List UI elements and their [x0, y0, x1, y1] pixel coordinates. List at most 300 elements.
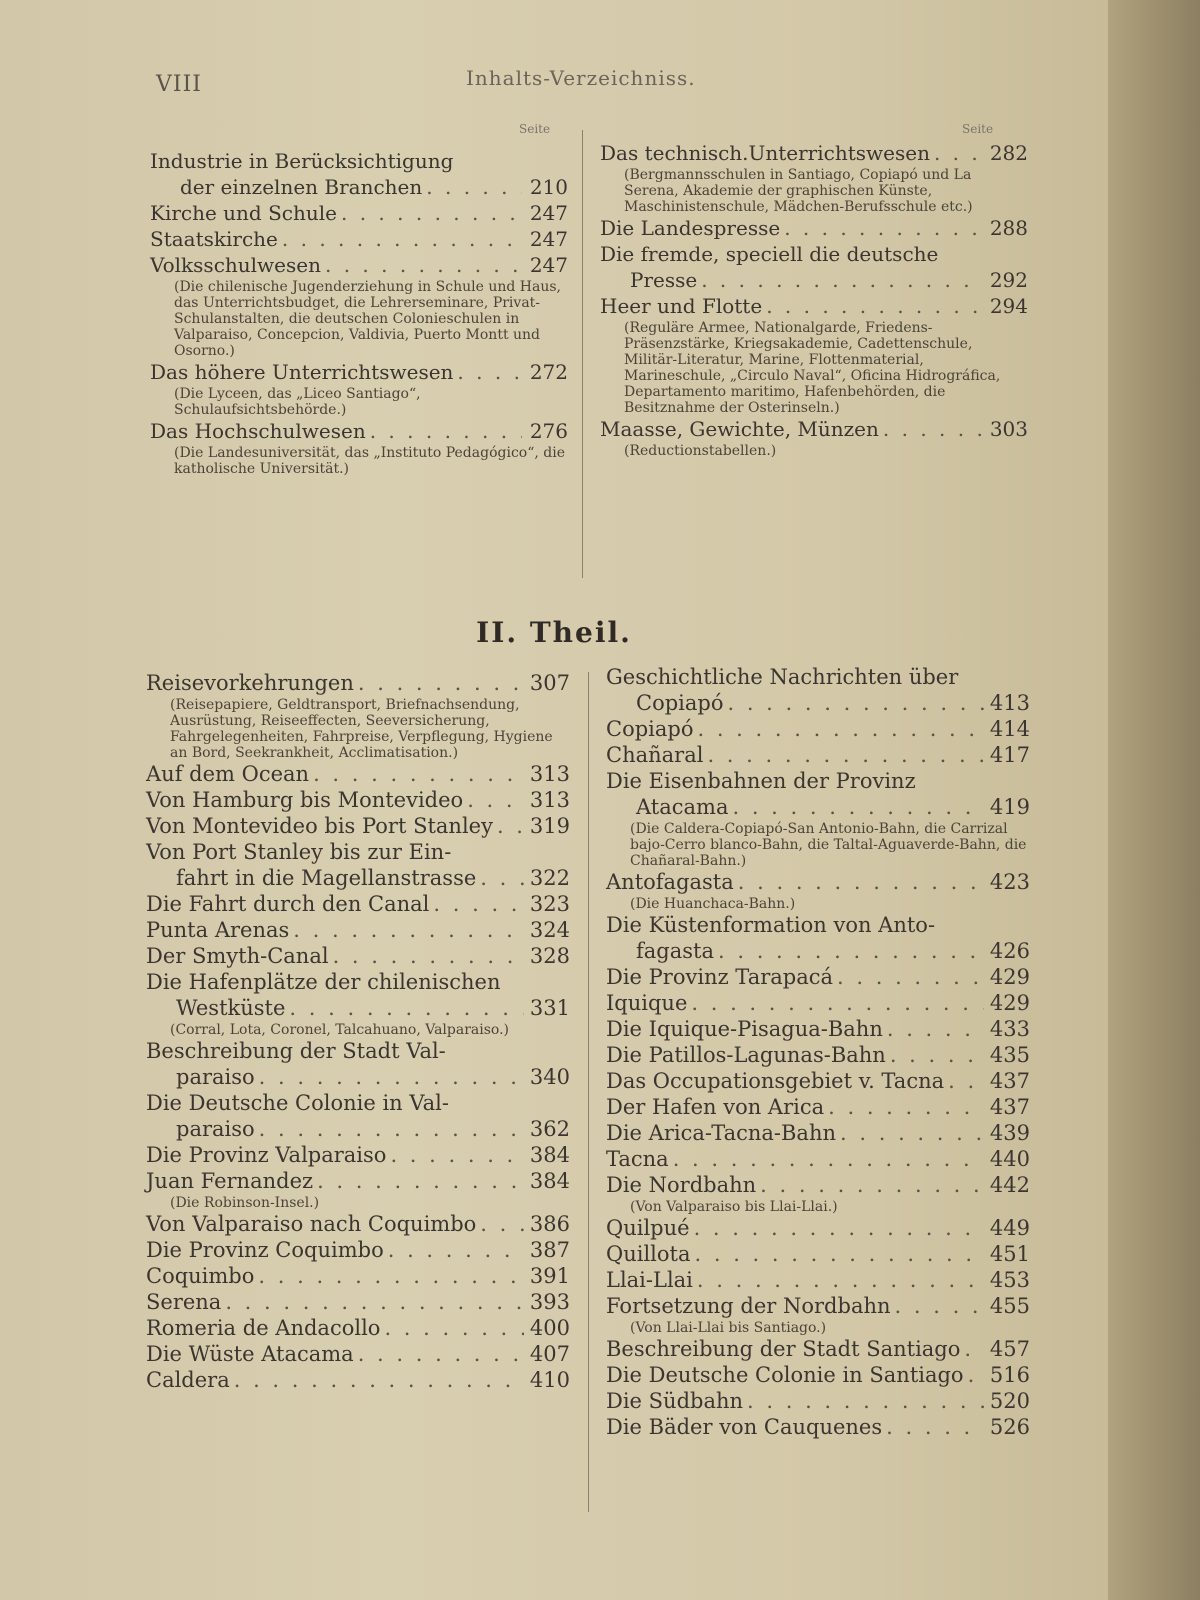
leader-dots	[480, 1211, 524, 1237]
toc-page-number: 324	[529, 918, 570, 942]
leader-dots	[325, 252, 522, 278]
toc-entry-title: Copiapó	[636, 691, 724, 715]
toc-page-number: 435	[989, 1043, 1030, 1067]
leader-dots	[886, 1414, 984, 1440]
toc-entry[interactable]	[146, 1289, 570, 1315]
toc-entry-line	[606, 964, 1030, 990]
toc-entry[interactable]	[146, 1367, 570, 1393]
toc-entry-line	[606, 768, 1030, 794]
column-divider-bottom	[588, 672, 589, 1512]
leader-dots	[234, 1367, 524, 1393]
toc-entry-title: Die Patillos-Lagunas-Bahn	[606, 1043, 886, 1067]
toc-entry-line	[146, 839, 570, 865]
toc-entry-title: Punta Arenas	[146, 918, 290, 942]
toc-entry[interactable]	[600, 293, 1028, 416]
toc-entry[interactable]	[606, 1042, 1030, 1068]
toc-entry-line	[606, 1388, 1030, 1414]
toc-entry-line	[146, 1168, 570, 1194]
toc-page-number: 453	[989, 1268, 1030, 1292]
toc-page-number: 276	[529, 419, 568, 443]
toc-entry-title: Serena	[146, 1290, 222, 1314]
toc-page-number: 331	[529, 996, 570, 1020]
toc-entry[interactable]	[606, 912, 1030, 964]
toc-entry-line	[606, 794, 1030, 820]
toc-entry-title: Das Hochschulwesen	[150, 419, 366, 443]
toc-entry-line	[600, 215, 1028, 241]
toc-entry-title: Der Hafen von Arica	[606, 1095, 825, 1119]
toc-entry-title: Caldera	[146, 1368, 230, 1392]
leader-dots	[384, 1315, 524, 1341]
toc-entry[interactable]	[146, 787, 570, 813]
toc-page-number: 307	[529, 671, 570, 695]
toc-entry-line	[150, 252, 568, 278]
seite-label-left: Seite	[519, 122, 551, 136]
toc-entry[interactable]	[146, 1038, 570, 1090]
toc-page-number: 391	[529, 1264, 570, 1288]
toc-entry[interactable]	[606, 869, 1030, 912]
toc-entry-description: (Reguläre Armee, Nationalgarde, Friedens-Präsenzstärke, Kriegsakademie, Cadettenschule, Militär-Literatur, Marine, Flottenmaterial, Marineschule, „Circulo Naval“, Oficina Hidrográfica, Departamento maritimo, Hafenbehörden, die Besitznahme der Osterinseln.)	[624, 320, 1001, 416]
column-divider-top	[582, 130, 583, 578]
toc-page-number: 288	[989, 216, 1028, 240]
leader-dots	[293, 917, 524, 943]
toc-entry[interactable]	[146, 813, 570, 839]
toc-entry-line	[606, 1016, 1030, 1042]
toc-page-number: 272	[529, 360, 568, 384]
toc-entry-line	[146, 865, 570, 891]
toc-entry-line	[606, 1094, 1030, 1120]
leader-dots	[370, 418, 522, 444]
toc-entry[interactable]	[600, 140, 1028, 215]
toc-entry-title: Romeria de Andacollo	[146, 1316, 381, 1340]
toc-entry-line	[606, 938, 1030, 964]
leader-dots	[766, 293, 982, 319]
toc-entry[interactable]	[150, 148, 568, 200]
toc-page-number: 426	[989, 939, 1030, 963]
toc-entry-line	[606, 1172, 1030, 1198]
toc-entry-title: Maasse, Gewichte, Münzen	[600, 417, 879, 441]
toc-entry[interactable]	[146, 1315, 570, 1341]
toc-entry-line	[146, 1289, 570, 1315]
running-title: Inhalts-Verzeichniss.	[466, 66, 696, 90]
toc-entry-title: Copiapó	[606, 717, 694, 741]
toc-entry-title: Antofagasta	[606, 870, 734, 894]
toc-entry-description: (Die Robinson-Insel.)	[170, 1195, 320, 1211]
toc-entry-title: Die Fahrt durch den Canal	[146, 892, 430, 916]
toc-entry-title: Volksschulwesen	[150, 253, 321, 277]
leader-dots	[948, 1068, 984, 1094]
toc-entry-line	[146, 969, 570, 995]
leader-dots	[732, 794, 984, 820]
toc-entry-description: (Die Huanchaca-Bahn.)	[630, 896, 796, 912]
toc-entry-title: paraiso	[176, 1117, 255, 1141]
toc-entry-line	[606, 716, 1030, 742]
toc-entry-title: Von Hamburg bis Montevideo	[146, 788, 464, 812]
toc-entry[interactable]	[606, 1016, 1030, 1042]
toc-entry-title: Die Iquique-Pisagua-Bahn	[606, 1017, 883, 1041]
toc-entry[interactable]	[606, 1146, 1030, 1172]
leader-dots	[697, 1267, 984, 1293]
toc-entry[interactable]	[150, 226, 568, 252]
toc-page-number: 384	[529, 1143, 570, 1167]
toc-page-number: 429	[989, 965, 1030, 989]
toc-entry[interactable]	[600, 416, 1028, 459]
toc-column-part2-left	[146, 670, 570, 1393]
toc-entry[interactable]	[606, 716, 1030, 742]
leader-dots	[497, 813, 524, 839]
toc-entry-description: (Corral, Lota, Coronel, Talcahuano, Valparaiso.)	[170, 1022, 509, 1038]
toc-entry-line	[146, 917, 570, 943]
toc-entry-line	[606, 1241, 1030, 1267]
toc-page-number: 457	[989, 1337, 1030, 1361]
toc-entry-line	[146, 1237, 570, 1263]
toc-entry-line	[606, 1146, 1030, 1172]
toc-entry-line	[146, 1211, 570, 1237]
toc-entry-description: (Von Llai-Llai bis Santiago.)	[630, 1320, 827, 1336]
toc-entry-title: Presse	[630, 268, 698, 292]
leader-dots	[333, 943, 524, 969]
toc-page-number: 526	[989, 1415, 1030, 1439]
toc-entry-line	[606, 1068, 1030, 1094]
toc-page-number: 282	[989, 141, 1028, 165]
toc-page-number: 210	[529, 175, 568, 199]
toc-entry[interactable]	[606, 1362, 1030, 1388]
toc-entry-line	[606, 690, 1030, 716]
leader-dots	[760, 1172, 984, 1198]
seite-label-right: Seite	[962, 122, 994, 136]
toc-entry-description: (Die Lyceen, das „Liceo Santiago“, Schulaufsichtsbehörde.)	[174, 386, 421, 418]
toc-entry-title: Quilpué	[606, 1216, 690, 1240]
leader-dots	[747, 1388, 984, 1414]
toc-entry-line	[600, 140, 1028, 166]
toc-page-number: 455	[989, 1294, 1030, 1318]
leader-dots	[467, 787, 524, 813]
leader-dots	[673, 1146, 984, 1172]
toc-page-number: 340	[529, 1065, 570, 1089]
toc-entry[interactable]	[606, 1215, 1030, 1241]
toc-entry[interactable]	[146, 943, 570, 969]
toc-entry-description: (Die chilenische Jugenderziehung in Schule und Haus, das Unterrichtsbudget, die Lehrerseminare, Privat-Schulanstalten, die deutschen Colonieschulen in Valparaiso, Concepcion, Valdivia, Puerto Montt und Osorno.)	[174, 279, 561, 359]
toc-entry-description: (Die Caldera-Copiapó-San Antonio-Bahn, die Carrizal bajo-Cerro blanco-Bahn, die Taltal-Aguaverde-Bahn, die Chañaral-Bahn.)	[630, 821, 1027, 869]
toc-page-number: 516	[989, 1363, 1030, 1387]
toc-entry[interactable]	[146, 839, 570, 891]
toc-entry-title: Die Deutsche Colonie in Santiago	[606, 1363, 964, 1387]
toc-entry-line	[606, 1336, 1030, 1362]
toc-page-number: 313	[529, 762, 570, 786]
leader-dots	[388, 1237, 524, 1263]
toc-entry[interactable]	[606, 1267, 1030, 1293]
toc-entry-title: Die Bäder von Cauquenes	[606, 1415, 883, 1439]
toc-entry-title: Iquique	[606, 991, 688, 1015]
leader-dots	[317, 1168, 524, 1194]
toc-entry-title: Heer und Flotte	[600, 294, 763, 318]
toc-entry-line	[606, 869, 1030, 895]
toc-page-number: 393	[529, 1290, 570, 1314]
leader-dots	[691, 990, 984, 1016]
leader-dots	[701, 267, 982, 293]
leader-dots	[259, 1064, 524, 1090]
toc-entry[interactable]	[150, 359, 568, 418]
leader-dots	[727, 690, 984, 716]
toc-entry-title: Die Küstenformation von Anto-	[606, 913, 936, 937]
leader-dots	[697, 716, 984, 742]
leader-dots	[964, 1336, 984, 1362]
toc-entry[interactable]	[606, 1094, 1030, 1120]
toc-entry-line	[146, 1263, 570, 1289]
leader-dots	[707, 742, 984, 768]
toc-entry[interactable]	[146, 1168, 570, 1211]
toc-entry[interactable]	[146, 1090, 570, 1142]
toc-entry-description: (Die Landesuniversität, das „Instituto Pedagógico“, die katholische Universität.)	[174, 445, 565, 477]
toc-entry-title: Staatskirche	[150, 227, 278, 251]
toc-page-number: 440	[989, 1147, 1030, 1171]
toc-entry-title: Juan Fernandez	[146, 1169, 314, 1193]
toc-page-number: 407	[529, 1342, 570, 1366]
toc-entry-title: Coquimbo	[146, 1264, 255, 1288]
toc-entry-title: Die Südbahn	[606, 1389, 744, 1413]
toc-entry-line	[146, 1116, 570, 1142]
toc-column-part1-right	[600, 140, 1028, 459]
toc-entry[interactable]	[146, 917, 570, 943]
toc-column-part1-left	[150, 148, 568, 477]
leader-dots	[718, 938, 984, 964]
toc-entry-title: Auf dem Ocean	[146, 762, 310, 786]
toc-page-number: 417	[989, 743, 1030, 767]
toc-entry-title: Das technisch.Unterrichtswesen	[600, 141, 930, 165]
toc-entry-title: Die Deutsche Colonie in Val-	[146, 1091, 449, 1115]
toc-page-number: 387	[529, 1238, 570, 1262]
leader-dots	[890, 1042, 984, 1068]
toc-entry-line	[606, 912, 1030, 938]
toc-entry-title: Die Nordbahn	[606, 1173, 757, 1197]
leader-dots	[883, 416, 982, 442]
toc-entry[interactable]	[606, 1336, 1030, 1362]
toc-entry-title: Die Provinz Coquimbo	[146, 1238, 384, 1262]
toc-entry[interactable]	[606, 1172, 1030, 1215]
toc-entry-title: der einzelnen Branchen	[180, 175, 423, 199]
toc-entry-line	[600, 416, 1028, 442]
leader-dots	[895, 1293, 984, 1319]
toc-page-number: 423	[989, 870, 1030, 894]
toc-entry-line	[146, 1341, 570, 1367]
toc-entry-title: fagasta	[636, 939, 714, 963]
toc-entry-title: Fortsetzung der Nordbahn	[606, 1294, 891, 1318]
toc-entry[interactable]	[146, 1142, 570, 1168]
leader-dots	[480, 865, 524, 891]
toc-page-number: 419	[989, 795, 1030, 819]
leader-dots	[887, 1016, 984, 1042]
toc-page-number: 247	[529, 253, 568, 277]
toc-entry-line	[606, 1414, 1030, 1440]
toc-entry-line	[606, 990, 1030, 1016]
toc-page-number: 437	[989, 1069, 1030, 1093]
toc-entry[interactable]	[606, 1293, 1030, 1336]
toc-page-number: 247	[529, 227, 568, 251]
toc-page-number: 433	[989, 1017, 1030, 1041]
toc-page-number: 429	[989, 991, 1030, 1015]
page-number: VIII	[156, 72, 202, 97]
leader-dots	[358, 1341, 524, 1367]
toc-entry-title: Kirche und Schule	[150, 201, 337, 225]
toc-entry[interactable]	[606, 742, 1030, 768]
toc-entry-title: Die Eisenbahnen der Provinz	[606, 769, 916, 793]
toc-entry-line	[150, 174, 568, 200]
toc-entry[interactable]	[606, 1388, 1030, 1414]
toc-entry-line	[146, 1315, 570, 1341]
toc-entry[interactable]	[146, 891, 570, 917]
toc-entry-title: paraiso	[176, 1065, 255, 1089]
toc-page-number: 386	[529, 1212, 570, 1236]
toc-entry[interactable]	[150, 200, 568, 226]
toc-entry-title: Tacna	[606, 1147, 669, 1171]
toc-entry[interactable]	[606, 768, 1030, 869]
toc-entry[interactable]	[606, 990, 1030, 1016]
leader-dots	[837, 964, 984, 990]
leader-dots	[225, 1289, 524, 1315]
toc-entry[interactable]	[146, 969, 570, 1038]
toc-page-number: 413	[989, 691, 1030, 715]
toc-entry-line	[606, 1293, 1030, 1319]
toc-page-number: 313	[529, 788, 570, 812]
toc-entry[interactable]	[600, 215, 1028, 241]
toc-entry[interactable]	[146, 1211, 570, 1237]
toc-entry-title: Von Montevideo bis Port Stanley	[146, 814, 493, 838]
toc-entry-line	[606, 664, 1030, 690]
toc-entry-title: Die Provinz Tarapacá	[606, 965, 834, 989]
toc-page-number: 303	[989, 417, 1028, 441]
toc-entry-title: Von Port Stanley bis zur Ein-	[146, 840, 452, 864]
toc-entry-line	[606, 1120, 1030, 1146]
toc-entry-title: Die Provinz Valparaiso	[146, 1143, 387, 1167]
toc-entry-title: Geschichtliche Nachrichten über	[606, 665, 959, 689]
toc-entry-title: Die Arica-Tacna-Bahn	[606, 1121, 837, 1145]
toc-entry-description: (Reisepapiere, Geldtransport, Briefnachsendung, Ausrüstung, Reiseeffecten, Seeversicherung, Fahrgelegenheiten, Fahrpreise, Verpflegung, Hygiene an Bord, Seekrankheit, Acclimatisation.)	[170, 697, 553, 761]
toc-page-number: 410	[529, 1368, 570, 1392]
toc-entry-title: Reisevorkehrungen	[146, 671, 354, 695]
toc-page-number: 247	[529, 201, 568, 225]
toc-page-number: 520	[989, 1389, 1030, 1413]
toc-entry-line	[146, 1064, 570, 1090]
leader-dots	[282, 226, 522, 252]
toc-entry-line	[600, 241, 1028, 267]
leader-dots	[390, 1142, 524, 1168]
leader-dots	[840, 1120, 984, 1146]
toc-entry[interactable]	[606, 1068, 1030, 1094]
leader-dots	[341, 200, 522, 226]
toc-entry-title: Beschreibung der Stadt Santiago	[606, 1337, 961, 1361]
toc-entry[interactable]	[606, 1414, 1030, 1440]
toc-entry-line	[150, 359, 568, 385]
toc-entry[interactable]	[150, 252, 568, 359]
toc-entry-line	[150, 418, 568, 444]
toc-page-number: 319	[529, 814, 570, 838]
toc-page-number: 414	[989, 717, 1030, 741]
toc-page-number: 400	[529, 1316, 570, 1340]
toc-entry-line	[606, 1042, 1030, 1068]
toc-page-number: 384	[529, 1169, 570, 1193]
toc-entry-line	[606, 1362, 1030, 1388]
leader-dots	[968, 1362, 984, 1388]
toc-entry[interactable]	[606, 664, 1030, 716]
toc-entry-title: Llai-Llai	[606, 1268, 693, 1292]
toc-entry-title: Die fremde, speciell die deutsche	[600, 242, 939, 266]
toc-page-number: 362	[529, 1117, 570, 1141]
toc-entry-line	[146, 787, 570, 813]
toc-entry-title: Von Valparaiso nach Coquimbo	[146, 1212, 477, 1236]
toc-entry-title: Beschreibung der Stadt Val-	[146, 1039, 446, 1063]
toc-entry-line	[606, 1267, 1030, 1293]
leader-dots	[738, 869, 984, 895]
toc-entry-line	[146, 1090, 570, 1116]
leader-dots	[828, 1094, 984, 1120]
toc-entry[interactable]	[146, 670, 570, 761]
leader-dots	[313, 761, 524, 787]
toc-entry-description: (Reductionstabellen.)	[624, 443, 777, 459]
toc-entry-title: Chañaral	[606, 743, 704, 767]
toc-entry[interactable]	[150, 418, 568, 477]
leader-dots	[358, 670, 524, 696]
toc-entry-line	[150, 148, 568, 174]
toc-entry-description: (Von Valparaiso bis Llai-Llai.)	[630, 1199, 838, 1215]
toc-page-number: 437	[989, 1095, 1030, 1119]
toc-page-number: 328	[529, 944, 570, 968]
toc-entry-title: Quillota	[606, 1242, 691, 1266]
toc-entry-title: Westküste	[176, 996, 286, 1020]
toc-entry-title: Industrie in Berücksichtigung	[150, 149, 454, 173]
toc-entry[interactable]	[146, 761, 570, 787]
toc-entry-line	[150, 200, 568, 226]
toc-page-number: 294	[989, 294, 1028, 318]
toc-entry[interactable]	[146, 1237, 570, 1263]
toc-page-number: 322	[529, 866, 570, 890]
toc-entry-line	[600, 293, 1028, 319]
toc-entry-line	[146, 943, 570, 969]
toc-entry-line	[606, 1215, 1030, 1241]
leader-dots	[784, 215, 982, 241]
toc-entry-title: Das Occupationsgebiet v. Tacna	[606, 1069, 945, 1093]
toc-entry-line	[146, 1038, 570, 1064]
leader-dots	[457, 359, 522, 385]
page-header	[0, 58, 1108, 98]
toc-entry[interactable]	[606, 1120, 1030, 1146]
toc-entry-line	[146, 1142, 570, 1168]
toc-entry-title: Atacama	[636, 795, 729, 819]
section-heading-part2: II. Theil.	[476, 616, 632, 649]
toc-entry-line	[146, 891, 570, 917]
toc-entry-line	[600, 267, 1028, 293]
leader-dots	[258, 1263, 524, 1289]
toc-page-number: 442	[989, 1173, 1030, 1197]
toc-entry[interactable]	[146, 1341, 570, 1367]
toc-entry[interactable]	[146, 1263, 570, 1289]
leader-dots	[259, 1116, 524, 1142]
toc-entry[interactable]	[606, 1241, 1030, 1267]
toc-page-number: 323	[529, 892, 570, 916]
toc-entry-line	[146, 761, 570, 787]
leader-dots	[433, 891, 524, 917]
toc-entry-line	[146, 670, 570, 696]
toc-page-number: 449	[989, 1216, 1030, 1240]
toc-entry-title: Das höhere Unterrichtswesen	[150, 360, 454, 384]
toc-entry[interactable]	[600, 241, 1028, 293]
toc-entry-title: Der Smyth-Canal	[146, 944, 329, 968]
toc-page-number: 439	[989, 1121, 1030, 1145]
toc-entry-title: fahrt in die Magellanstrasse	[176, 866, 477, 890]
leader-dots	[289, 995, 524, 1021]
toc-entry-title: Die Landespresse	[600, 216, 781, 240]
toc-column-part2-right	[606, 664, 1030, 1440]
toc-entry[interactable]	[606, 964, 1030, 990]
toc-page-number: 292	[989, 268, 1028, 292]
